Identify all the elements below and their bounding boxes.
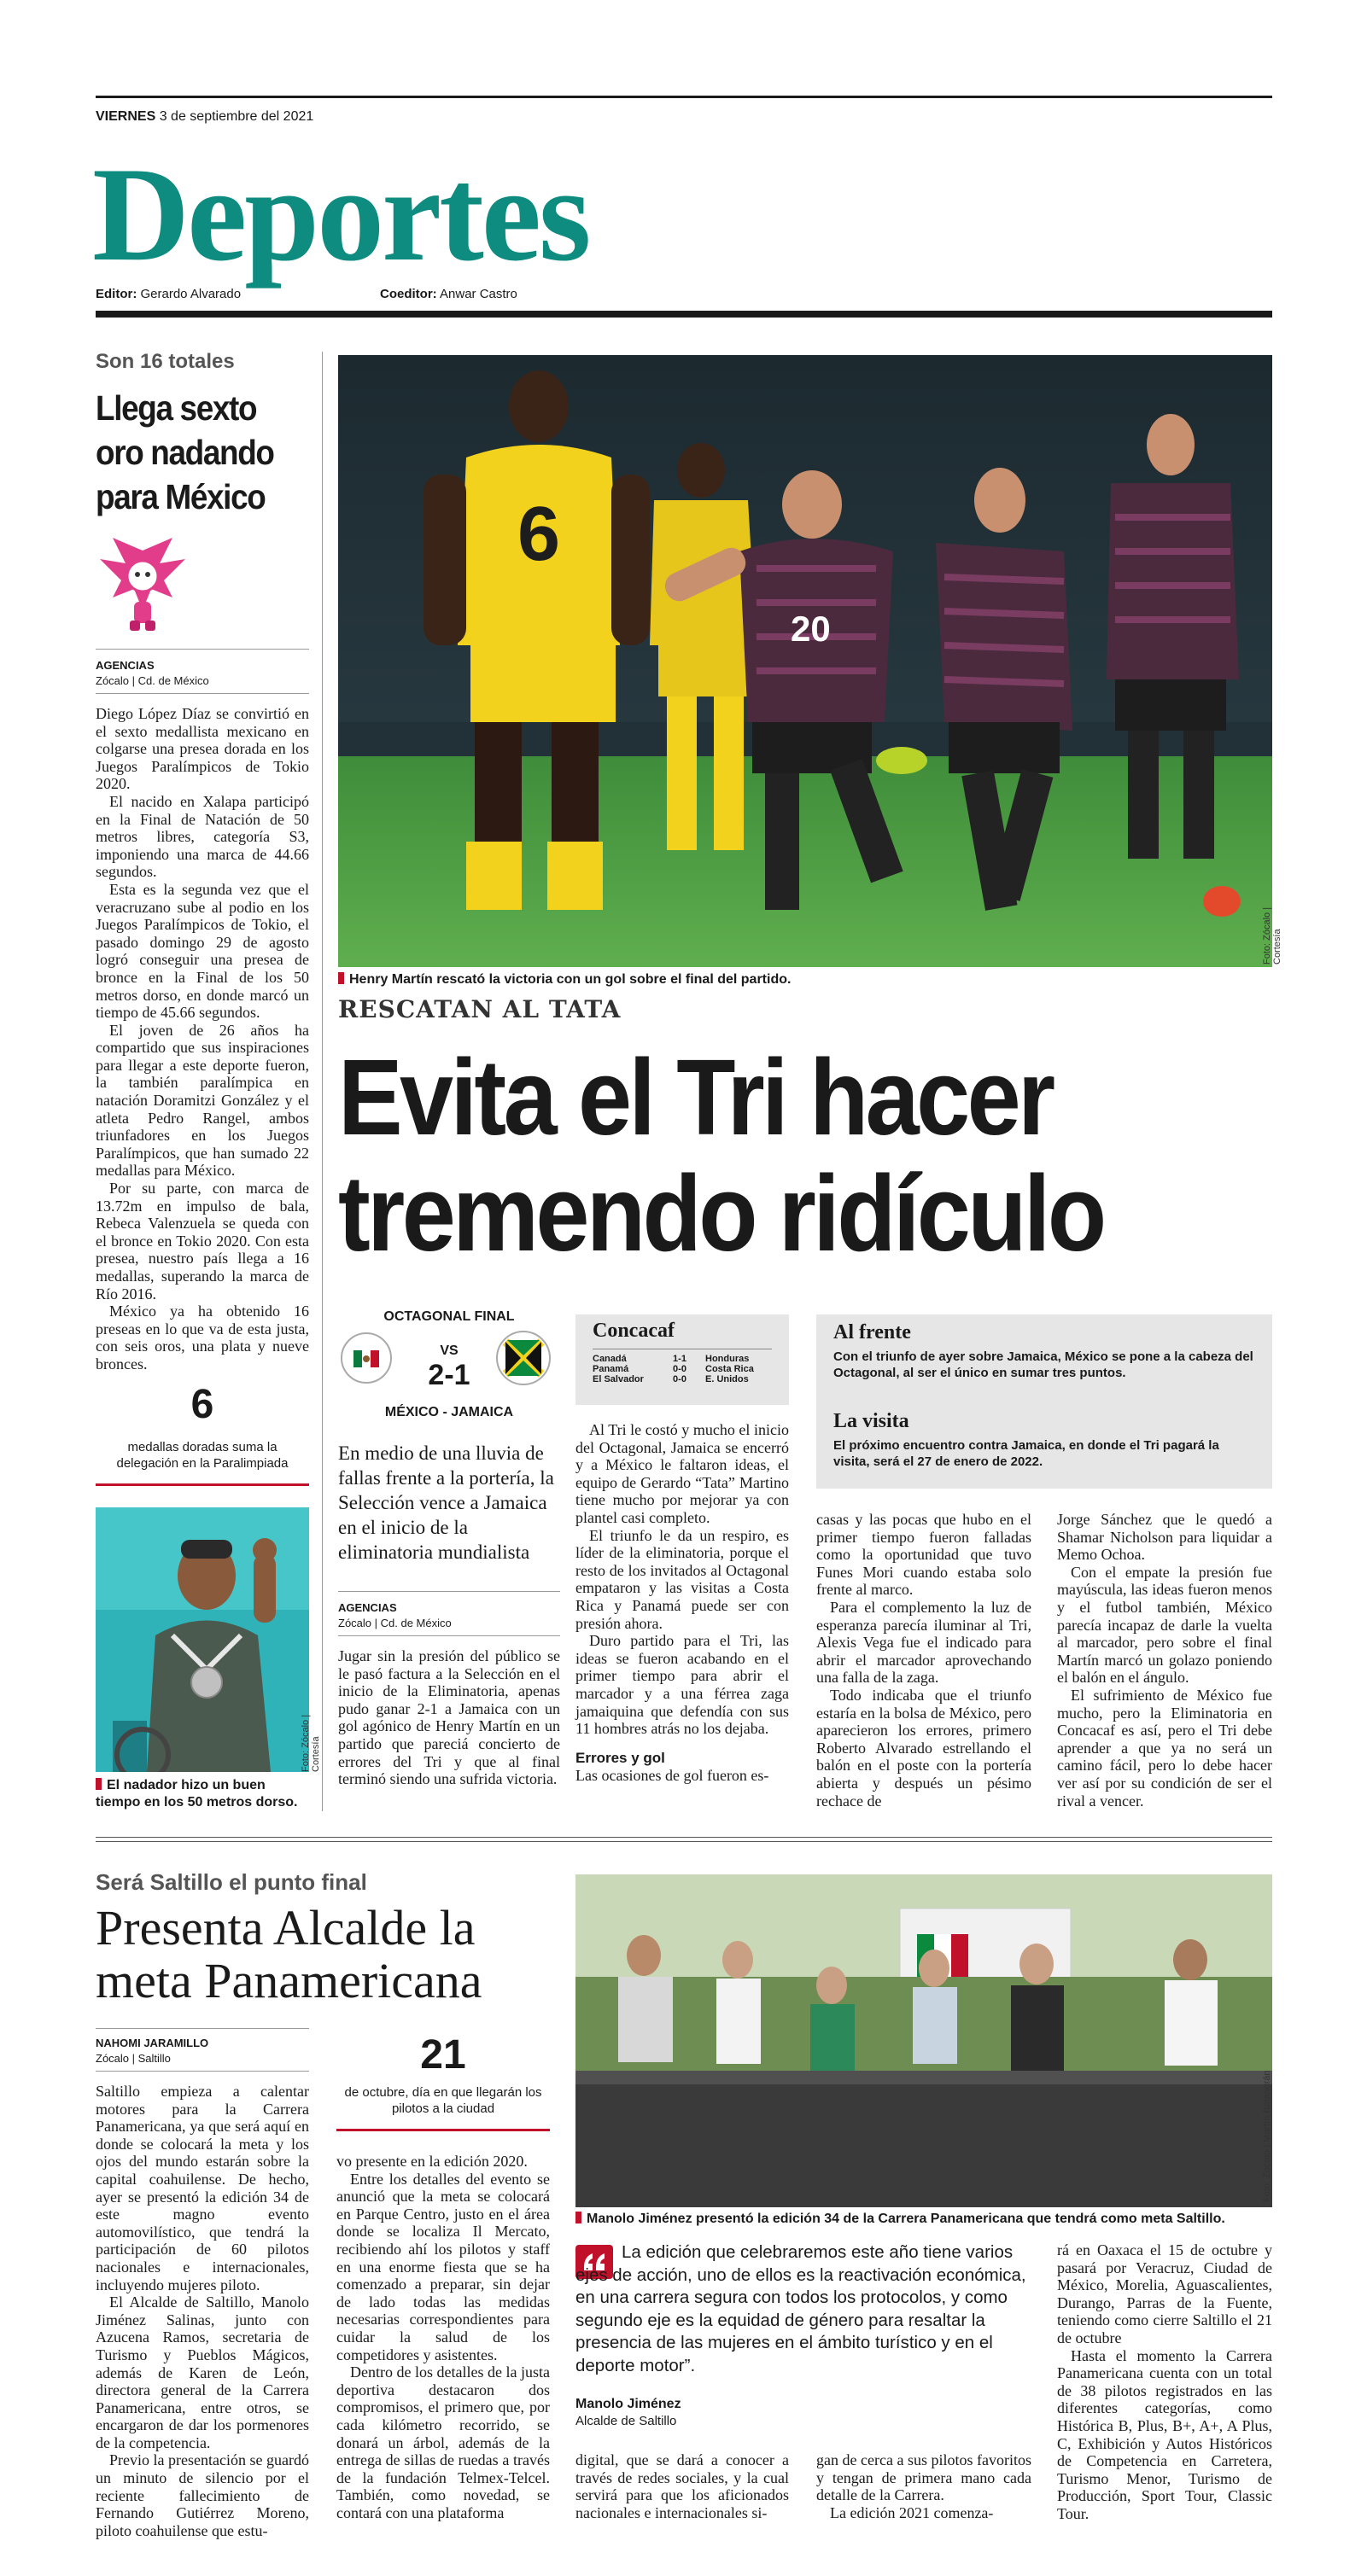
main-col1 xyxy=(338,1647,560,1788)
bottom-col5 xyxy=(1057,2241,1272,2523)
left-paragraph: México ya ha obtenido 16 preseas en lo que va de esta justa, con seis oros, una plata y nueve bronces. xyxy=(96,1303,309,1373)
bottom-quote: La edición que celebraremos este año tiene varios ejes de acción, uno de ellos es la reactivación económica, en una carrera segura con todos los protocolos, y como segundo eje es la equidad de género para resaltar la presencia de las mujeres en el ámbito turístico y en el deporte motor”. xyxy=(575,2242,1026,2375)
main-paragraph: El triunfo le da un respiro, es líder de la eliminatoria, porque el resto de los invitados al Octagonal empataron y las visitas a Costa Rica y Panamá puede ser con presión ahora. xyxy=(575,1526,789,1632)
bottom-kicker: Será Saltillo el punto final xyxy=(96,1869,367,1895)
main-headline-line-2: tremendo ridículo xyxy=(338,1153,1104,1273)
header-bottom-rule xyxy=(96,311,1272,318)
main-paragraph: casas y las pocas que hubo en el primer tiempo fueron falladas como la oportunidad que tuvo Funes Mori cuando estaba solo frente al marco. xyxy=(816,1511,1031,1599)
bottom-paragraph: Hasta el momento la Carrera Panamericana cuenta con un total de 38 pilotos registrados en las diferentes categorías, como Histórica B, Plus, B+, A+, A Plus, C, Exhibición y Autos Históricos de Competencia en Carretera, Turismo Menor, Turismo de Producción, Sport Tour, Classic Tour. xyxy=(1057,2346,1272,2522)
main-photo-credit: Foto: Zócalo | Cortesía xyxy=(1262,906,1282,965)
left-body xyxy=(96,705,309,1373)
bottom-divider-1 xyxy=(96,2028,309,2029)
caption-marker-icon xyxy=(96,1778,102,1790)
main-headline xyxy=(338,1037,1179,1273)
team-cell: Canadá xyxy=(593,1354,627,1364)
bottom-paragraph: Previo la presentación se guardó un minuto de silencio por el reciente fallecimiento de Fernando Gutiérrez Moreno, piloto coahuilense que estu- xyxy=(96,2451,309,2539)
bottom-paragraph: vo presente en la edición 2020. xyxy=(336,2153,528,2170)
main-col4 xyxy=(1057,1511,1272,1810)
info-title-2: La visita xyxy=(833,1410,909,1432)
swimmer-photo xyxy=(96,1507,309,1772)
left-photo-credit: Foto: Zócalo | Cortesía xyxy=(301,1714,321,1772)
scorebox xyxy=(338,1309,560,1429)
team-cell: Costa Rica xyxy=(705,1364,754,1374)
date-label: 3 de septiembre del 2021 xyxy=(159,109,314,124)
left-stat-text: medallas doradas suma la delegación en la Paralimpiada xyxy=(116,1440,289,1471)
score-cell: 1-1 xyxy=(673,1354,686,1364)
editor-label: Editor: xyxy=(96,287,137,301)
bottom-paragraph: Dentro de los detalles de la justa deportiva destacaron dos compromisos, el primero que, por cada kilómetro recorrido, se donará un árbol, además de la entrega de sillas de ruedas a través de la fundación Telmex-Telcel. También, como novedad, se contará con una plataforma xyxy=(336,2363,550,2521)
scorebox-score: 2-1 xyxy=(428,1359,470,1391)
main-agency: AGENCIAS xyxy=(338,1601,397,1614)
info-title-1: Al frente xyxy=(833,1321,911,1343)
left-divider-2 xyxy=(96,693,309,694)
paralympic-mascot-icon xyxy=(96,533,190,636)
section-separator xyxy=(96,1837,1272,1838)
left-paragraph: Por su parte, con marca de 13.72m en impulso de bala, Rebeca Valenzuela se queda con el bronce en Tokio 2020. Con esta presea, nuestro país llega a 16 medallas, superando la marca de Río 2016. xyxy=(96,1180,309,1303)
bottom-col2 xyxy=(336,2153,550,2521)
main-paragraph: Con el empate la presión fue mayúscula, las ideas fueron menos y el futbol también, México parecía incapaz de darle la vuelta al marcador, pero sobre el final Martín marcó un golazo poniendo el balón en el ángulo. xyxy=(1057,1563,1272,1687)
left-paragraph: Esta es la segunda vez que el veracruzano sube al podio en los Juegos Paralímpicos de Tokio, el pasado domingo 29 de agosto logró conseguir una presea de bronce en la Final de los 50 metros dorso, en donde marcó un tiempo de 45.66 segundos. xyxy=(96,880,309,1022)
day-label: VIERNES xyxy=(96,109,156,124)
mexico-crest-icon xyxy=(340,1332,393,1384)
bottom-photo-caption xyxy=(575,2211,1272,2228)
main-dateline: Zócalo | Cd. de México xyxy=(338,1617,452,1629)
left-paragraph: El nacido en Xalapa participó en la Final de Natación de 50 metros libres, categoría S3, imponiendo una marca de 44.66 segundos. xyxy=(96,792,309,881)
main-divider-2 xyxy=(338,1635,560,1636)
main-paragraph: El sufrimiento de México fue mucho, pero la Eliminatoria en Concacaf es así, pero el Tri debe aprender a que ya no será un camino fácil, pero lo debe hacer ver así por su condición de ser el rival a vencer. xyxy=(1057,1686,1272,1810)
bottom-stat-text: de octubre, día en que llegarán los pilotos a la ciudad xyxy=(344,2085,542,2116)
left-photo-caption xyxy=(96,1777,309,1811)
bottom-paragraph: Saltillo empieza a calentar motores para la Carrera Panamericana, ya que será aquí en donde se colocará la meta y los ojos del mundo estarán sobre la capital coahuilense. De hecho, ayer se presentó la edición 34 de este magno evento automovilístico, que tendrá la participación de 60 pilotos nacionales e internacionales, incluyendo mujeres piloto. xyxy=(96,2083,309,2293)
bottom-paragraph: El Alcalde de Saltillo, Manolo Jiménez Salinas, junto con Azucena Ramos, secretaria de Turismo y Pueblos Mágicos, además de Karen de León, directora general de la Carrera Panamericana, entre otros, se encargaron de dar los pormenores de la competencia. xyxy=(96,2293,309,2451)
section-separator-2 xyxy=(96,1841,1272,1842)
team-cell: Honduras xyxy=(705,1354,750,1364)
main-paragraph: Al Tri le costó y mucho el inicio del Octagonal, Jamaica se encerró y a México le faltaron ideas, el equipo de Gerardo “Tata” Martino tiene mucho por mejorar ya con plantel casi completo. xyxy=(575,1421,789,1526)
left-paragraph: El joven de 26 años ha compartido que sus inspiraciones para llegar a este deporte fueron, la también paralímpica en natación Doramitzi González y el atleta Pedro Rangel, ambos triunfadores en los Juegos Paralímpicos, que han sumado 22 medallas para México. xyxy=(96,1021,309,1180)
quote-author: Manolo Jiménez xyxy=(575,2397,681,2411)
jamaica-crest-icon xyxy=(495,1330,552,1386)
bottom-paragraph: Entre los detalles del evento se anunció que la meta se colocará en Parque Centro, justo en el área donde se localiza Il Mercato, recibiendo ahí los pilotos y staff en una enorme fiesta que se ha comenzado a preparar, sin dejar de lado todas las medidas necesarias correspondientes para cuidar la salud de los competidores y asistentes. xyxy=(336,2170,550,2363)
editor-name: Gerardo Alvarado xyxy=(140,287,242,301)
score-cell: 0-0 xyxy=(673,1374,686,1384)
info-text-1: Con el triunfo de ayer sobre Jamaica, México se pone a la cabeza del Octagonal, al ser el único en sumar tres puntos. xyxy=(833,1349,1253,1380)
scorebox-vs: VS xyxy=(440,1343,459,1358)
info-text-2: El próximo encuentro contra Jamaica, en donde el Tri pagará la visita, será el 27 de enero de 2022. xyxy=(833,1438,1219,1469)
left-divider-1 xyxy=(96,649,309,650)
team-cell: Panamá xyxy=(593,1364,629,1374)
bottom-col1 xyxy=(96,2083,309,2539)
left-caption-text: El nadador hizo un buen tiempo en los 50 metros dorso. xyxy=(96,1778,298,1810)
bottom-paragraph: rá en Oaxaca el 15 de octubre y pasará por Veracruz, Ciudad de México, Morelia, Aguascalientes, Durango, Parras de la Fuente, teniendo como cierre Saltillo el 21 de octubre xyxy=(1057,2241,1272,2346)
coeditor-name: Anwar Castro xyxy=(440,287,517,301)
bottom-author: NAHOMI JARAMILLO xyxy=(96,2037,209,2049)
bottom-col4 xyxy=(816,2451,1031,2521)
left-headline: Llega sexto oro nadando para México xyxy=(96,388,274,516)
bottom-stat-rule xyxy=(336,2129,550,2131)
score-cell: 0-0 xyxy=(673,1364,686,1374)
main-headline-line-1: Evita el Tri hacer xyxy=(338,1037,1053,1157)
team-cell: El Salvador xyxy=(593,1374,644,1384)
bottom-paragraph: gan de cerca a sus pilotos favoritos y tengan de primera mano cada detalle de la Carrera. xyxy=(816,2451,1031,2504)
left-kicker: Son 16 totales xyxy=(96,350,235,373)
left-column-separator xyxy=(322,352,323,1811)
caption-marker-icon xyxy=(338,972,344,984)
quote-role: Alcalde de Saltillo xyxy=(575,2414,677,2428)
top-rule xyxy=(96,96,1272,98)
coeditor-line xyxy=(380,287,517,301)
concacaf-row xyxy=(593,1354,754,1364)
info-box xyxy=(816,1314,1272,1489)
concacaf-row xyxy=(593,1364,754,1374)
caption-marker-icon xyxy=(575,2212,581,2223)
concacaf-table xyxy=(593,1354,754,1384)
main-col3 xyxy=(816,1511,1031,1810)
scorebox-title: OCTAGONAL FINAL xyxy=(383,1309,515,1324)
soccer-photo xyxy=(338,355,1272,967)
left-paragraph: Diego López Díaz se convirtió en el sexto medallista mexicano en colgarse una presea dorada en los Juegos Paralímpicos de Tokio 2020. xyxy=(96,705,309,793)
scorebox-teams: MÉXICO - JAMAICA xyxy=(384,1405,514,1419)
main-photo-caption xyxy=(338,971,1192,988)
main-paragraph: Duro partido para el Tri, las ideas se fueron acabando en el primer tiempo para abrir el marcador y a una férrea zaga jamaiquina que defendía con sus 11 hombres atrás no los dejaba. xyxy=(575,1632,789,1738)
main-deck: En medio de una lluvia de fallas frente a la portería, la Selección vence a Jamaica en el inicio de la eliminatoria mundialista xyxy=(338,1442,554,1563)
bottom-divider-2 xyxy=(96,2071,309,2072)
left-stat-number: 6 xyxy=(190,1382,214,1427)
bottom-paragraph: La edición 2021 comenza- xyxy=(830,2503,994,2521)
date-line xyxy=(96,109,313,125)
bottom-col3 xyxy=(575,2451,789,2521)
bottom-stat-number: 21 xyxy=(420,2032,466,2078)
svg-text:20: 20 xyxy=(791,609,831,649)
coeditor-label: Coeditor: xyxy=(380,287,437,301)
main-divider-1 xyxy=(338,1591,560,1592)
bottom-headline: Presenta Alcalde la meta Panamericana xyxy=(96,1900,482,2008)
bottom-caption-text: Manolo Jiménez presentó la edición 34 de la Carrera Panamericana que tendrá como meta Saltillo. xyxy=(587,2212,1225,2226)
main-paragraph: Las ocasiones de gol fueron es- xyxy=(575,1767,769,1785)
bottom-paragraph: digital, que se dará a conocer a través de redes sociales, y la cual servirá para que los aficionados nacionales e internacionales si- xyxy=(575,2451,789,2521)
concacaf-box xyxy=(575,1314,789,1405)
bottom-dateline: Zócalo | Saltillo xyxy=(96,2052,171,2065)
team-cell: E. Unidos xyxy=(705,1374,749,1384)
bottom-photo-credit: Foto: Zócalo | Martín Balandrán xyxy=(1262,2070,1272,2202)
main-subhead: Errores y gol xyxy=(575,1749,665,1766)
main-col2 xyxy=(575,1421,789,1785)
main-paragraph: Jugar sin la presión del público se le pasó factura a la Selección en el inicio de la Eliminatoria, apenas pudo ganar 2-1 a Jamaica con un gol agónico de Henry Martín en un partido que pareciá concierto de errores del Tri y que al final terminó siendo una sufrida victoria. xyxy=(338,1647,560,1788)
concacaf-title: Concacaf xyxy=(593,1320,675,1342)
svg-text:6: 6 xyxy=(517,492,561,577)
main-paragraph: Jorge Sánchez que le quedó a Shamar Nicholson para liquidar a Memo Ochoa. xyxy=(1057,1511,1272,1564)
main-kicker: RESCATAN AL TATA xyxy=(338,995,622,1023)
press-conference-photo xyxy=(575,1874,1272,2207)
left-agency: AGENCIAS xyxy=(96,659,155,672)
section-title: Deportes xyxy=(92,140,589,289)
left-dateline: Zócalo | Cd. de México xyxy=(96,674,209,687)
concacaf-row xyxy=(593,1374,754,1384)
left-stat-rule xyxy=(96,1483,309,1486)
editor-line xyxy=(96,287,241,301)
main-paragraph: Todo indicaba que el triunfo estaría en la bolsa de México, pero aparecieron los errores, primero Roberto Alvarado estrellando el balón en el poste con la portería abierta y después un pésimo rechace de xyxy=(816,1686,1031,1810)
main-paragraph: Para el complemento la luz de esperanza parecía iluminar al Tri, Alexis Vega fue el indicado para abrir el marcador aprovechando una falla de la zaga. xyxy=(816,1598,1031,1687)
main-caption-text: Henry Martín rescató la victoria con un gol sobre el final del partido. xyxy=(349,972,792,987)
